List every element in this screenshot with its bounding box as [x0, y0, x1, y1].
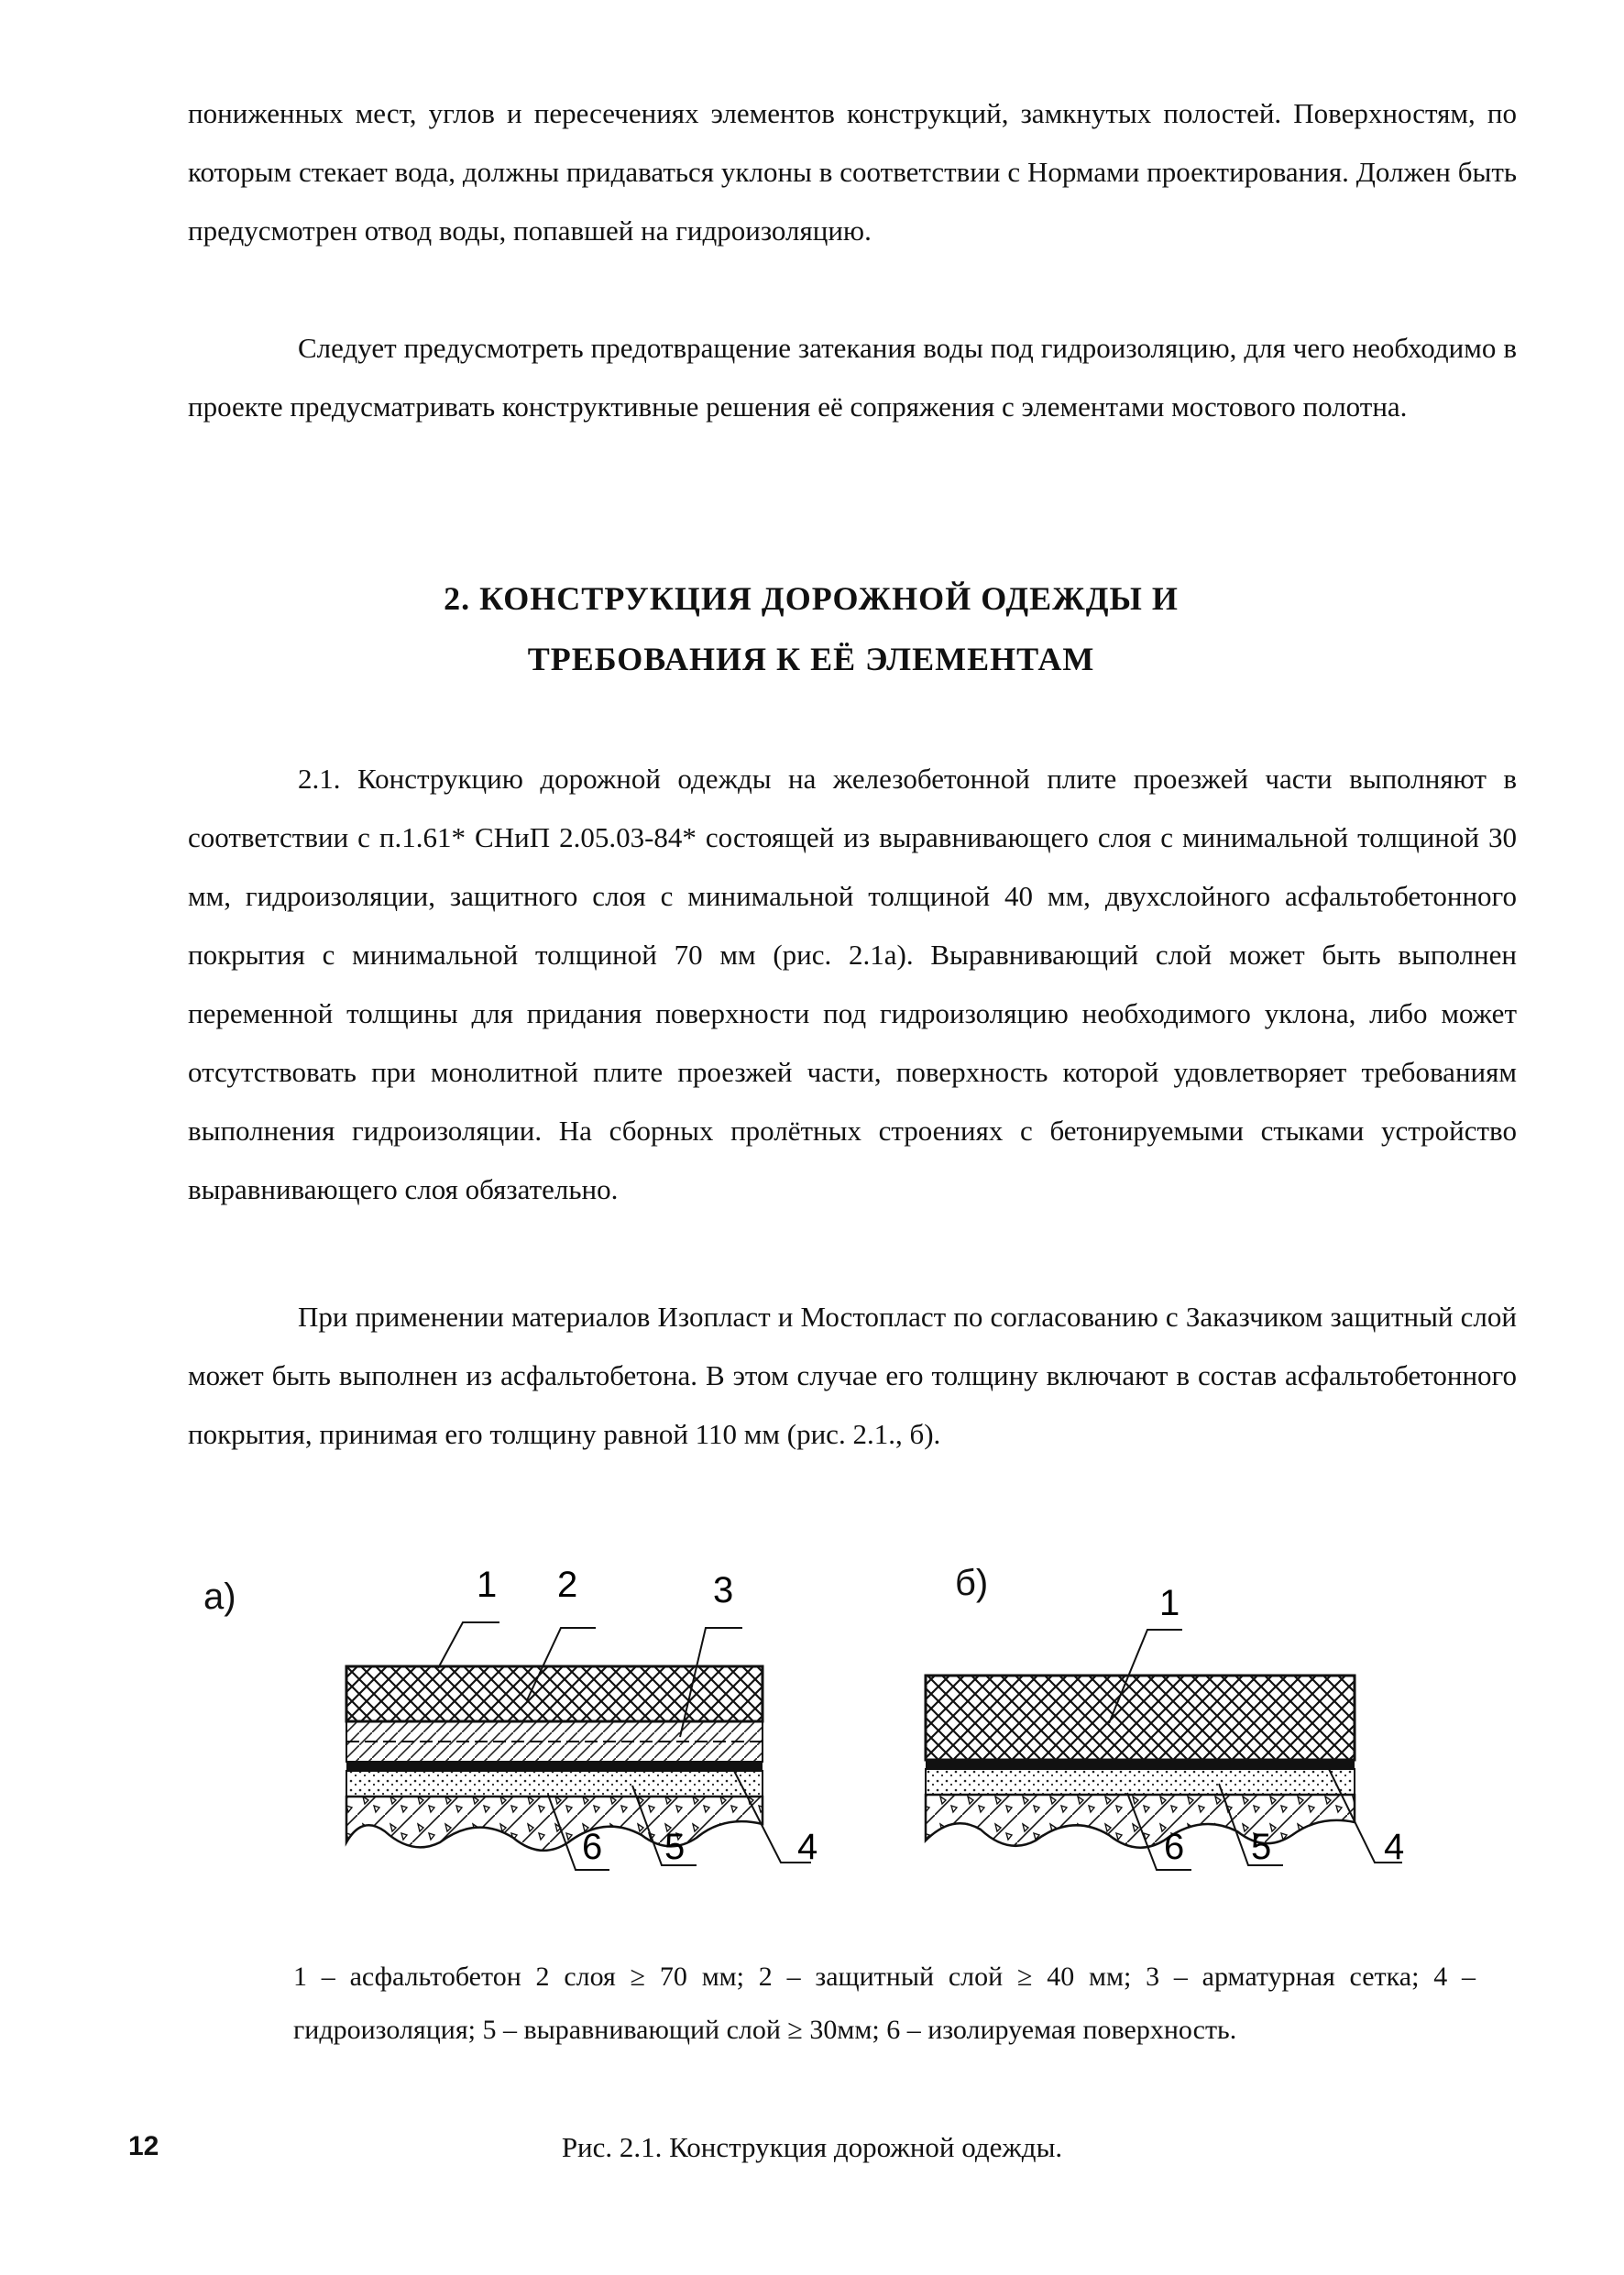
layer-asphalt-b — [926, 1676, 1355, 1760]
layer-asphalt-a — [346, 1666, 763, 1721]
figure-caption: Рис. 2.1. Конструкция дорожной одежды. — [561, 2131, 1063, 2163]
number-6-a: 6 — [582, 1827, 603, 1867]
layer-base-surface-b — [926, 1795, 1355, 1848]
diagram-a — [346, 1565, 817, 1870]
page-number: 12 — [128, 2131, 159, 2161]
number-3-a: 3 — [713, 1570, 734, 1610]
section-heading-line-1: 2. КОНСТРУКЦИЯ ДОРОЖНОЙ ОДЕЖДЫ И — [444, 580, 1179, 617]
layer-leveling-b — [926, 1769, 1355, 1795]
layer-waterproofing-a — [346, 1762, 763, 1771]
number-4-a: 4 — [797, 1827, 818, 1867]
layer-base-surface-a — [346, 1797, 763, 1851]
intro-paragraph-1: пониженных мест, углов и пересечениях элементов конструкций, замкнутых полостей. Поверхностям, по которым стекает вода, должны придаваться уклоны в соответствии с Нормами проектирования. Должен быть предусмотрен отвод воды, попавшей на гидроизоляцию. — [188, 97, 1517, 247]
section-paragraph-2-2: При применении материалов Изопласт и Мостопласт по согласованию с Заказчиком защитный слой может быть выполнен из асфальтобетона. В этом случае его толщину включают в состав асфальтобетонного покрытия, принимая его толщину равной 110 мм (рис. 2.1., б). — [188, 1301, 1517, 1450]
section-paragraph-2-1: 2.1. Конструкцию дорожной одежды на железобетонной плите проезжей части выполняют в соответствии с п.1.61* СНиП 2.05.03-84* состоящей из выравнивающего слоя с минимальной толщиной 30 мм, гидроизоляции, защитного слоя с минимальной толщиной 40 мм, двухслойного асфальтобетонного покрытия с минимальной толщиной 70 мм (рис. 2.1а). Выравнивающий слой может быть выполнен переменной толщины для придания поверхности под гидроизоляцию необходимого уклона, либо может отсутствовать при монолитной плите проезжей части, поверхность которой удовлетворяет требованиям выполнения гидроизоляции. На сборных пролётных строениях с бетонируемыми стыками устройство выравнивающего слоя обязательно. — [188, 763, 1517, 1205]
layer-leveling-a — [346, 1771, 763, 1797]
diagram-b — [926, 1583, 1404, 1870]
number-6-b: 6 — [1164, 1827, 1185, 1867]
figure-legend: 1 – асфальтобетон 2 слоя ≥ 70 мм; 2 – защитный слой ≥ 40 мм; 3 – арматурная сетка; 4 – гидроизоляция; 5 – выравнивающий слой ≥ 30мм; 6 – изолируемая поверхность. — [293, 1962, 1476, 2045]
number-1-a: 1 — [477, 1565, 498, 1605]
layer-waterproofing-b — [926, 1760, 1355, 1769]
intro-paragraph-2: Следует предусмотреть предотвращение затекания воды под гидроизоляцию, для чего необходимо в проекте предусматривать конструктивные решения её сопряжения с элементами мостового полотна. — [188, 332, 1517, 423]
section-heading-line-2: ТРЕБОВАНИЯ К ЕЁ ЭЛЕМЕНТАМ — [527, 641, 1095, 677]
number-2-a: 2 — [557, 1565, 578, 1605]
number-5-b: 5 — [1251, 1827, 1272, 1867]
number-5-a: 5 — [664, 1827, 686, 1867]
number-1-b: 1 — [1159, 1583, 1180, 1623]
leader-1-a — [438, 1622, 499, 1668]
figure-label-a: а) — [203, 1577, 236, 1617]
number-4-b: 4 — [1384, 1827, 1405, 1867]
figure-label-b: б) — [955, 1563, 989, 1603]
